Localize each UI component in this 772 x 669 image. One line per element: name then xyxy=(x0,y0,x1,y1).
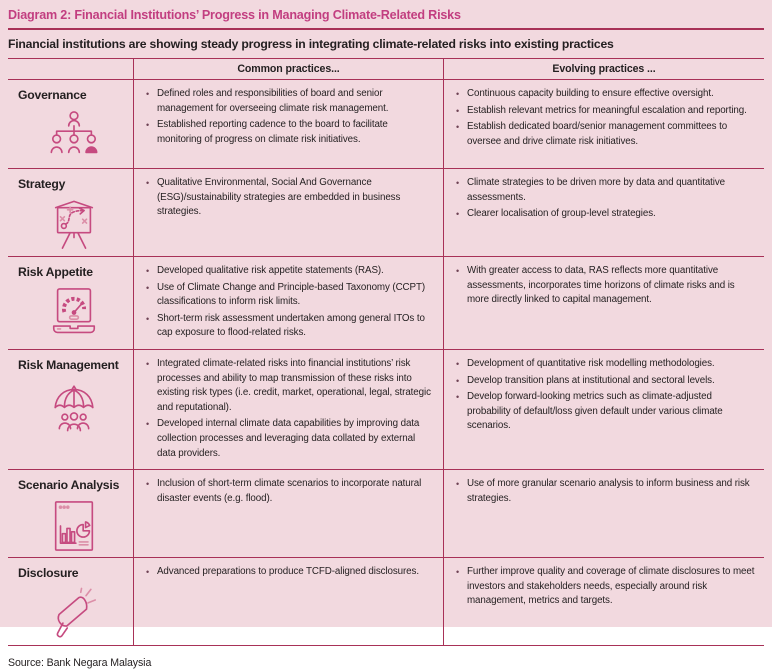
practice-item: • Developed internal climate data capabilities by improving data collection processes and leveraging data collated by external data providers. xyxy=(144,417,435,461)
row-label-cell xyxy=(8,558,133,645)
chart-report-icon xyxy=(47,499,101,553)
practices-table xyxy=(8,58,764,646)
row-label: Governance xyxy=(18,88,87,102)
practice-item: • Use of more granular scenario analysis to inform business and risk strategies. xyxy=(454,477,756,506)
practice-item: • Short-term risk assessment undertaken among general ITOs to cap exposure to flood-related risks. xyxy=(144,312,435,341)
row-label-cell xyxy=(8,80,133,168)
header-common-practices: Common practices... xyxy=(133,59,443,79)
row-icon-holder xyxy=(47,379,101,433)
practice-item: • Climate strategies to be driven more by data and quantitative assessments. xyxy=(454,176,756,205)
common-practices-cell xyxy=(133,169,443,256)
diagram-subtitle: Financial institutions are showing steady progress in integrating climate-related risks into existing practices xyxy=(8,37,614,51)
row-label: Disclosure xyxy=(18,566,79,581)
row-label: Risk Management xyxy=(18,357,119,372)
strategy-board-icon xyxy=(47,198,101,252)
row-label-cell xyxy=(8,350,133,469)
evolving-practices-list xyxy=(454,176,756,222)
row-label: Scenario Analysis xyxy=(18,478,120,493)
practice-item: • Develop transition plans at institutional and sectoral levels. xyxy=(454,374,756,389)
evolving-practices-cell xyxy=(443,470,764,557)
practice-item: • Further improve quality and coverage of climate disclosures to meet investors and stakeholders needs, especially around risk management, metrics and targets. xyxy=(454,565,756,609)
evolving-practices-cell xyxy=(443,558,764,645)
evolving-practices-cell xyxy=(443,350,764,469)
evolving-practices-cell xyxy=(443,257,764,349)
evolving-practices-list xyxy=(454,264,756,308)
practice-item: • Qualitative Environmental, Social And Governance (ESG)/sustainability strategies are embedded in business strategies. xyxy=(144,176,435,220)
common-practices-cell xyxy=(133,558,443,645)
source-note: Source: Bank Negara Malaysia xyxy=(8,657,152,669)
table-row-risk-management xyxy=(8,349,764,469)
megaphone-icon xyxy=(47,587,101,641)
practice-item: • Develop forward-looking metrics such as climate-adjusted probability of default/loss given default under various climate scenarios. xyxy=(454,390,756,434)
row-icon-holder xyxy=(47,286,101,340)
row-icon-holder xyxy=(47,109,101,163)
gauge-icon xyxy=(47,286,101,340)
practice-item: • Developed qualitative risk appetite statements (RAS). xyxy=(144,264,435,279)
practice-item: • Integrated climate-related risks into financial institutions’ risk processes and ability to map transmission of these risks into existing risk types (i.e. credit, market, operational, legal, strategic and reputational). xyxy=(144,357,435,415)
row-label-cell xyxy=(8,169,133,256)
page-title: Diagram 2: Financial Institutions’ Progress in Managing Climate-Related Risks xyxy=(8,8,461,22)
common-practices-cell xyxy=(133,470,443,557)
common-practices-list xyxy=(144,176,435,220)
practice-item: • Established reporting cadence to the board to facilitate monitoring of progress on climate risk initiatives. xyxy=(144,118,435,147)
practice-item: • Advanced preparations to produce TCFD-aligned disclosures. xyxy=(144,565,435,580)
common-practices-list xyxy=(144,477,435,506)
table-header-row xyxy=(8,59,764,79)
row-label-cell xyxy=(8,470,133,557)
practice-item: • Development of quantitative risk modelling methodologies. xyxy=(454,357,756,372)
evolving-practices-list xyxy=(454,357,756,434)
common-practices-cell xyxy=(133,80,443,168)
practice-item: • Defined roles and responsibilities of board and senior management for overseeing climate risk management. xyxy=(144,87,435,116)
practice-item: • Continuous capacity building to ensure effective oversight. xyxy=(454,87,756,102)
practice-item: • With greater access to data, RAS reflects more quantitative assessments, incorporates time horizons of climate risks and is more directly linked to capital management. xyxy=(454,264,756,308)
table-row-scenario-analysis xyxy=(8,469,764,557)
table-row-strategy xyxy=(8,168,764,256)
common-practices-list xyxy=(144,565,435,580)
table-row-risk-appetite xyxy=(8,256,764,349)
common-practices-list xyxy=(144,87,435,147)
common-practices-list xyxy=(144,264,435,341)
header-empty-cell xyxy=(8,59,133,79)
org-chart-icon xyxy=(47,109,101,163)
evolving-practices-cell xyxy=(443,169,764,256)
common-practices-cell xyxy=(133,257,443,349)
evolving-practices-list xyxy=(454,477,756,506)
practice-item: • Establish relevant metrics for meaningful escalation and reporting. xyxy=(454,104,756,119)
title-divider xyxy=(8,28,764,30)
evolving-practices-list xyxy=(454,87,756,149)
row-label: Risk Appetite xyxy=(18,265,93,279)
evolving-practices-list xyxy=(454,565,756,609)
common-practices-list xyxy=(144,357,435,461)
row-label-cell xyxy=(8,257,133,349)
umbrella-people-icon xyxy=(47,379,101,433)
practice-item: • Inclusion of short-term climate scenarios to incorporate natural disaster events (e.g. flood). xyxy=(144,477,435,506)
practice-item: • Establish dedicated board/senior management committees to oversee and drive climate risk initiatives. xyxy=(454,120,756,149)
row-icon-holder xyxy=(47,499,101,553)
row-icon-holder xyxy=(47,587,101,641)
table-row-governance xyxy=(8,79,764,168)
row-icon-holder xyxy=(47,198,101,252)
table-row-disclosure xyxy=(8,557,764,645)
practice-item: • Clearer localisation of group-level strategies. xyxy=(454,207,756,222)
table-body xyxy=(8,79,764,645)
practice-item: • Use of Climate Change and Principle-based Taxonomy (CCPT) classifications to inform risk limits. xyxy=(144,281,435,310)
common-practices-cell xyxy=(133,350,443,469)
header-evolving-practices: Evolving practices ... xyxy=(443,59,764,79)
row-label: Strategy xyxy=(18,177,66,191)
evolving-practices-cell xyxy=(443,80,764,168)
